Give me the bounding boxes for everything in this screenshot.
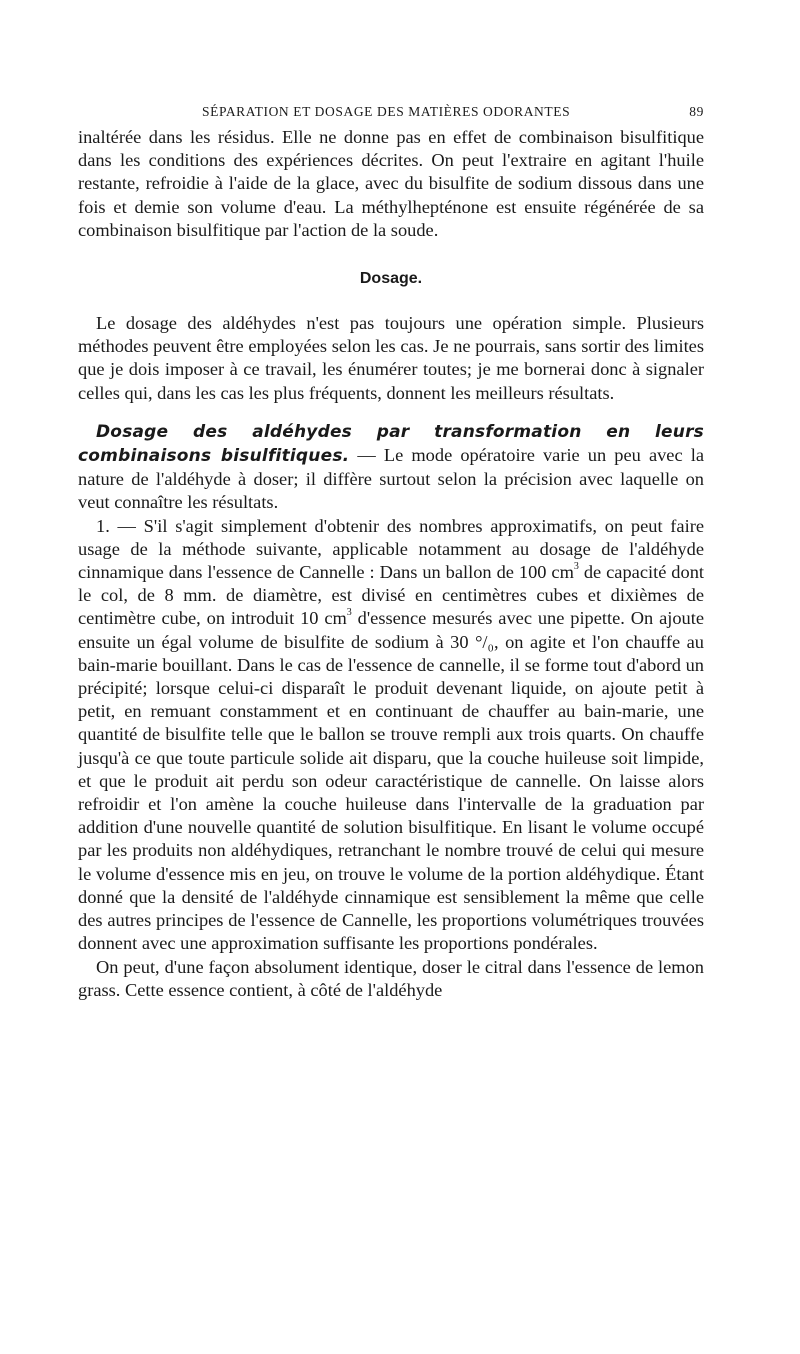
book-page bbox=[78, 104, 704, 1002]
superscript: 3 bbox=[346, 607, 352, 619]
paragraph-text: — Le mode opératoire varie un peu avec la nature de l'aldéhyde à doser; il diffère surtout selon la précision avec laquelle on veut connaître les résultats. bbox=[78, 445, 704, 513]
paragraph: inaltérée dans les résidus. Elle ne donne pas en effet de combinaison bisulfitique dans les conditions des expériences décrites. On peut l'extraire en agitant l'huile restante, refroidie à l'aide de la glace, avec du bisulfite de sodium dissous dans une fois et demie son volume d'eau. La méthylhepténone est ensuite régénérée de sa combinaison bisulfitique par l'action de la soude. bbox=[78, 127, 704, 240]
paragraph-text: 1. — S'il s'agit simplement d'obtenir des nombres approximatifs, on peut faire usage de la méthode suivante, applicable notamment au dosage de l'aldéhyde cinnamique dans l'essence de Cannelle : Dans un ballon de 100 cm bbox=[78, 515, 704, 583]
paragraph bbox=[78, 515, 704, 956]
paragraph: Le dosage des aldéhydes n'est pas toujours une opération simple. Plusieurs méthodes peuvent être employées selon les cas. Je ne pourrais, sans sortir des limites que je dois imposer à ce travail, les énumérer toutes; je me bornerai donc à signaler celles qui, dans les cas les plus fréquents, donnent les meilleurs résultats. bbox=[78, 313, 704, 403]
paragraph-title: Dosage des aldéhydes par transformation en leurs combinaisons bisulfitiques. bbox=[78, 421, 704, 467]
running-title: SÉPARATION ET DOSAGE DES MATIÈRES ODORANTES bbox=[202, 104, 571, 119]
body-text bbox=[78, 126, 704, 1002]
paragraph-text: d'essence mesurés avec une pipette. On ajoute ensuite un égal volume de bisulfite de sodium à 30 °/₀, on agite et l'on chauffe au bain-marie bouillant. Dans le cas de l'essence de cannelle, il se forme tout d'abord un précipité; lorsque celui-ci disparaît le produit devenant liquide, on ajoute petit à petit, en remuant constamment et en continuant de chauffer au bain-marie, une quantité de bisulfite telle que le ballon se trouve rempli aux trois quarts. On chauffe jusqu'à ce que toute particule solide ait disparu, que la couche huileuse soit limpide, et que le produit ait perdu son odeur caractéristique de cannelle. On laisse alors refroidir et l'on amène la couche huileuse dans l'intervalle de la graduation par addition d'une nouvelle quantité de solution bisulfitique. En lisant le volume occupé par les produits non aldéhydiques, retranchant le nombre trouvé de celui qui mesure le volume d'essence mis en jeu, on trouve le volume de la portion aldéhydique. Étant donné que la densité de l'aldéhyde cinnamique est sensiblement la même que celle des autres principes de l'essence de Cannelle, les proportions volumétriques trouvées donnent avec une approximation suffisante les proportions pondérales. bbox=[78, 608, 705, 954]
running-head bbox=[78, 104, 704, 126]
section-heading: Dosage. bbox=[359, 270, 423, 288]
paragraph bbox=[78, 420, 704, 515]
paragraph-text: de capacité dont le col, de 8 mm. de diamètre, est divisé en centimètres cubes et dixièmes de centimètre cube, on introduit 10 cm bbox=[78, 562, 705, 629]
page-number: 89 bbox=[689, 104, 704, 119]
paragraph: On peut, d'une façon absolument identique, doser le citral dans l'essence de lemon grass. Cette essence contient, à côté de l'aldéhyde bbox=[78, 956, 704, 1000]
superscript: 3 bbox=[573, 560, 579, 572]
